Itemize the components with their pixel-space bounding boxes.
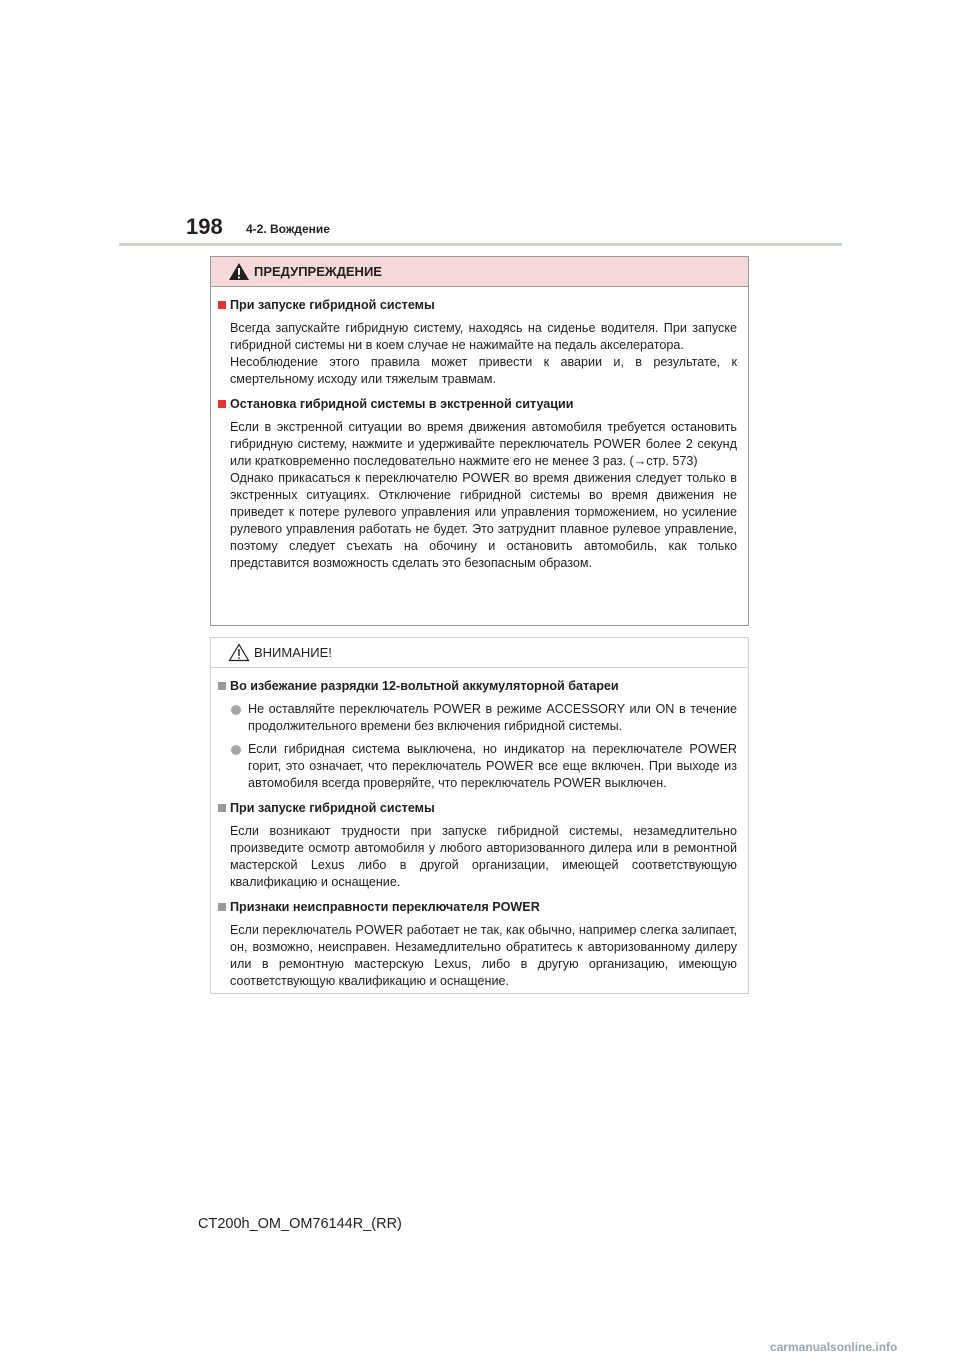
page-number: 198: [186, 214, 223, 239]
caution-section-heading: Признаки неисправности переключателя POWER: [218, 899, 740, 916]
caution-section-heading: При запуске гибридной системы: [218, 800, 740, 817]
caution-triangle-icon: [228, 643, 250, 662]
caution-box-body: [211, 668, 748, 990]
warning-paragraph: Всегда запускайте гибридную систему, находясь на сиденье водителя. При запуске гибридной системы ни в коем случае не нажимайте на педаль акселератора.: [230, 321, 737, 352]
caution-box-header: [211, 638, 748, 668]
caution-paragraph: Если возникают трудности при запуске гибридной системы, незамедлительно произведите осмотр автомобиля у любого авторизованного дилера или в ремонтной мастерской Lexus либо в другой организации, имеющей соответствующую квалификацию и оснащение.: [230, 824, 737, 889]
header-rule: [119, 243, 842, 246]
caution-paragraph: Если переключатель POWER работает не так, как обычно, например слегка залипает, он, возможно, неисправен. Незамедлительно обратитесь к авторизованному дилеру или в ремонтную мастерскую Lexus, либо в другую организацию, имеющую соответствующую квалификацию и оснащение.: [230, 923, 737, 988]
warning-box-header: [211, 257, 748, 287]
warning-box: [210, 256, 749, 626]
warning-paragraph: Однако прикасаться к переключателю POWER во время движения следует только в экстренных ситуациях. Отключение гибридной системы во время движения не приведет к потере рулевого управления или управления торможением, но усиление рулевого управления работать не будет. Это затруднит плавное рулевое управление, поэтому следует съехать на обочину и остановить автомобиль, как только представится возможность сделать это безопасным образом.: [230, 471, 737, 570]
caution-bullet-item: Если гибридная система выключена, но индикатор на переключателе POWER горит, это означает, что переключатель POWER все еще включен. При выходе из автомобиля всегда проверяйте, что переключатель POWER выключен.: [230, 741, 737, 792]
caution-box-title: ВНИМАНИЕ!: [254, 645, 332, 660]
footer-document-code: CT200h_OM_OM76144R_(RR): [198, 1216, 402, 1232]
red-square-marker-icon: [218, 400, 226, 408]
gray-square-marker-icon: [218, 804, 226, 812]
gray-square-marker-icon: [218, 903, 226, 911]
bullet-dot-icon: [231, 745, 241, 755]
caution-box: [210, 637, 749, 994]
caution-section-heading: Во избежание разрядки 12-вольтной аккумуляторной батареи: [218, 678, 740, 695]
warning-triangle-icon: [228, 262, 250, 281]
warning-paragraph: Несоблюдение этого правила может привести к аварии и, в результате, к смертельному исходу или тяжелым травмам.: [230, 355, 737, 386]
warning-paragraph: Если в экстренной ситуации во время движения автомобиля требуется остановить гибридную систему, нажмите и удерживайте переключатель POWER более 2 секунд или кратковременно последовательно нажмите его не менее 3 раз. (→стр. 573): [230, 420, 737, 468]
section-title: 4-2. Вождение: [246, 222, 330, 236]
warning-section-heading: Остановка гибридной системы в экстренной ситуации: [218, 396, 740, 413]
gray-square-marker-icon: [218, 682, 226, 690]
warning-section-heading: При запуске гибридной системы: [218, 297, 740, 314]
warning-box-body: [211, 287, 748, 572]
caution-bullet-item: Не оставляйте переключатель POWER в режиме ACCESSORY или ON в течение продолжительного времени без включения гибридной системы.: [230, 701, 737, 735]
bullet-dot-icon: [231, 705, 241, 715]
warning-box-title: ПРЕДУПРЕЖДЕНИЕ: [254, 264, 382, 279]
red-square-marker-icon: [218, 301, 226, 309]
watermark-text: carmanualsonline.info: [770, 1340, 898, 1354]
